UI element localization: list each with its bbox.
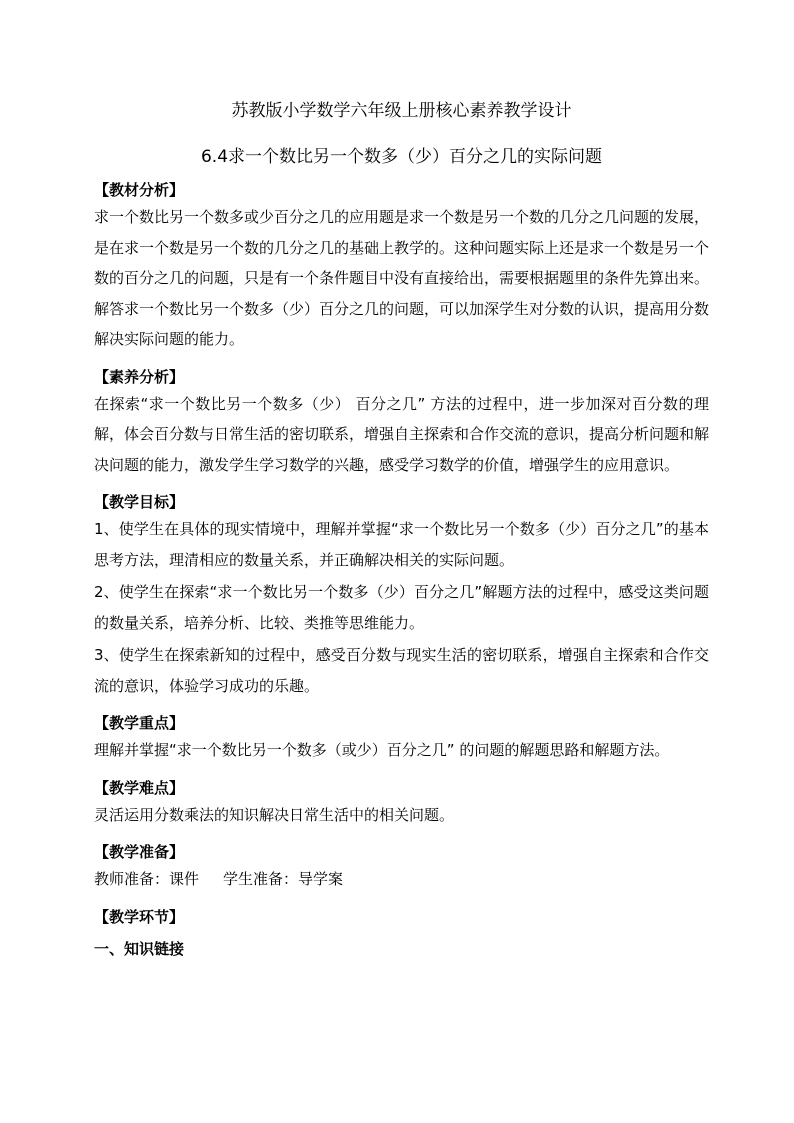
heading-teaching-goals: 【教学目标】 <box>94 493 185 511</box>
heading-literacy-analysis: 【素养分析】 <box>94 367 185 386</box>
teaching-goal-1: 1、使学生在具体的现实情境中，理解并掌握“求一个数比另一个数多（少）百分之几”的基本思考方法，理清相应的数量关系，并正确解决相关的实际问题。 <box>94 520 709 569</box>
teaching-goal-2: 2、使学生在探索“求一个数比另一个数多（少）百分之几”解题方法的过程中，感受这类问题的数量关系，培养分析、比较、类推等思维能力。 <box>94 583 709 632</box>
heading-key-points: 【教学重点】 <box>94 714 185 732</box>
teacher-preparation: 教师准备：课件 <box>94 870 200 888</box>
preparation-line <box>94 864 709 895</box>
lesson-subtitle: 6.4求一个数比另一个数多（少）百分之几的实际问题 <box>200 147 603 167</box>
procedure-step-1: 一、知识链接 <box>94 939 185 958</box>
heading-procedure: 【教学环节】 <box>94 907 185 926</box>
document-content <box>94 100 709 959</box>
teaching-goal-3: 3、使学生在探索新知的过程中，感受百分数与现实生活的密切联系，增强自主探索和合作交流的意识，体验学习成功的乐趣。 <box>94 646 709 695</box>
student-preparation: 学生准备：导学案 <box>223 870 344 888</box>
key-points-text: 理解并掌握“求一个数比另一个数多（或少）百分之几” 的问题的解题思路和解题方法。 <box>94 741 670 759</box>
document-title: 苏教版小学数学六年级上册核心素养教学设计 <box>231 101 572 121</box>
heading-difficulties: 【教学难点】 <box>94 778 185 797</box>
heading-textbook-analysis: 【教材分析】 <box>94 181 185 199</box>
difficulties-text: 灵活运用分数乘法的知识解决日常生活中的相关问题。 <box>94 805 455 824</box>
textbook-analysis-text: 求一个数比另一个数多或少百分之几的应用题是求一个数是另一个数的几分之几问题的发展，是在求一个数是另一个数的几分之几的基础上教学的。这种问题实际上还是求一个数是另一个数的百分之几的问题，只是有一个条件题目中没有直接给出，需要根据题里的条件先算出来。解答求一个数比另一个数多（少）百分之几的问题，可以加深学生对分数的认识，提高用分数解决实际问题的能力。 <box>94 208 710 348</box>
literacy-analysis-text: 在探索“求一个数比另一个数多（少） 百分之几” 方法的过程中，进一步加深对百分数的理解，体会百分数与日常生活的密切联系，增强自主探索和合作交流的意识，提高分析问题和解决问题的能力，激发学生学习数学的兴趣，感受学习数学的价值，增强学生的应用意识。 <box>94 394 710 474</box>
heading-preparation: 【教学准备】 <box>94 843 185 861</box>
